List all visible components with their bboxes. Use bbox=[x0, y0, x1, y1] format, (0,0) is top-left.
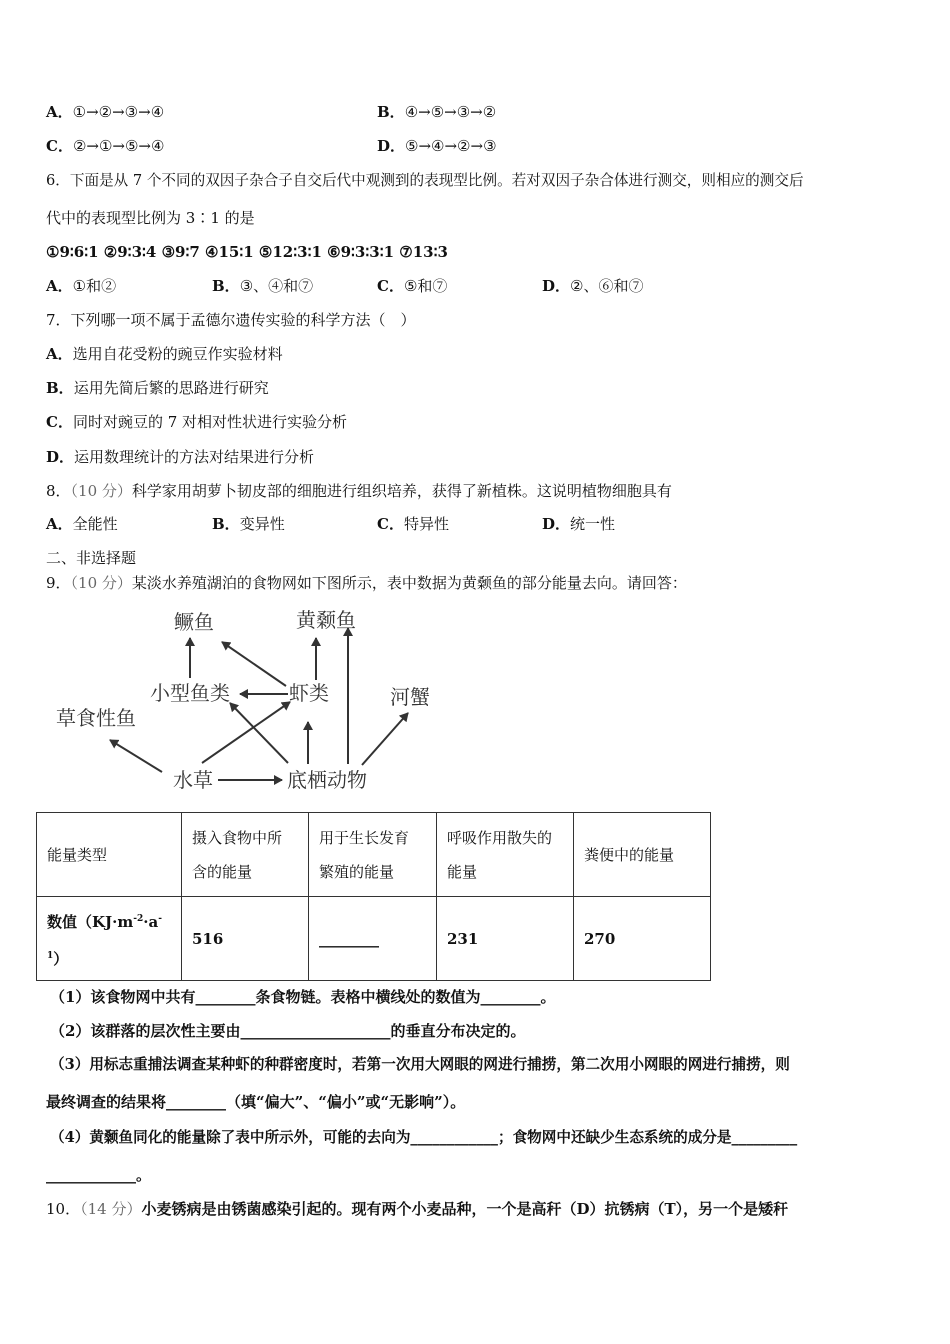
q5-option-d: D．⑤→④→②→③ bbox=[377, 137, 497, 155]
q6-option-d: D．②、⑥和⑦ bbox=[542, 277, 644, 295]
q10-stem: 10．（14 分）小麦锈病是由锈菌感染引起的。现有两个小麦品种，一个是高秆（D）抗锈病（T），另一个是矮秆 bbox=[46, 1200, 789, 1218]
table-header-intake: 摄入食物中所 含的能量 bbox=[182, 813, 309, 897]
q6-ratios: ①9∶6∶1 ②9∶3∶4 ③9∶7 ④15∶1 ⑤12∶3∶1 ⑥9∶3∶3∶1 ⑦13∶3 bbox=[46, 243, 448, 261]
table-header-type: 能量类型 bbox=[37, 813, 182, 897]
q9-sub1: （1）该食物网中共有________条食物链。表格中横线处的数值为________。 bbox=[50, 988, 556, 1006]
q7-stem: 7．下列哪一项不属于孟德尔遗传实验的科学方法（ ） bbox=[46, 311, 416, 329]
q7-option-b: B．运用先简后繁的思路进行研究 bbox=[46, 379, 269, 397]
q6-stem-line2: 代中的表现型比例为 3∶1 的是 bbox=[46, 209, 255, 227]
q8-stem: 8．（10 分）科学家用胡萝卜韧皮部的细胞进行组织培养，获得了新植株。这说明植物细胞具有 bbox=[46, 482, 672, 500]
arrow-shuicao-caoshi bbox=[110, 740, 162, 772]
q8-option-d: D．统一性 bbox=[542, 515, 616, 533]
q9-sub3-line2: 最终调查的结果将________（填“偏大”、“偏小”或“无影响”）。 bbox=[46, 1093, 466, 1111]
node-hexie: 河蟹 bbox=[390, 685, 430, 709]
arrow-diqi-xiaoxing bbox=[230, 703, 288, 763]
node-xiaoxing: 小型鱼类 bbox=[150, 681, 230, 705]
q9-stem: 9．（10 分）某淡水养殖湖泊的食物网如下图所示，表中数据为黄颡鱼的部分能量去向。请回答： bbox=[46, 574, 687, 592]
section-heading: 二、非选择题 bbox=[46, 549, 137, 567]
q5-option-b: B．④→⑤→③→② bbox=[377, 103, 497, 121]
table-value-feces: 270 bbox=[574, 897, 711, 981]
arrow-xialei-guiyu bbox=[222, 642, 286, 686]
q8-option-a: A．全能性 bbox=[46, 515, 118, 533]
arrow-diqi-hexie bbox=[362, 713, 408, 765]
table-row-label: 数值（$KJ\cdot m^{-2}\cdot a^-$ $^1$） bbox=[37, 897, 182, 981]
table-value-intake: 516 bbox=[182, 897, 309, 981]
q8-option-b: B．变异性 bbox=[212, 515, 285, 533]
q5-option-c: C．②→①→⑤→④ bbox=[46, 137, 165, 155]
q9-sub3-line1: （3）用标志重捕法调查某种虾的种群密度时，若第一次用大网眼的网进行捕捞，第二次用小网眼的网进行捕捞，则 bbox=[50, 1056, 790, 1073]
q6-stem-line1: 6．下面是从 7 个不同的双因子杂合子自交后代中观测到的表现型比例。若对双因子杂合体进行测交，则相应的测交后 bbox=[46, 172, 804, 189]
table-header-growth: 用于生长发育 繁殖的能量 bbox=[309, 813, 437, 897]
table-value-respiration: 231 bbox=[437, 897, 574, 981]
q9-sub4-line1: （4）黄颡鱼同化的能量除了表中所示外，可能的去向为____________；食物网中还缺少生态系统的成分是_________ bbox=[50, 1129, 798, 1146]
q7-option-d: D．运用数理统计的方法对结果进行分析 bbox=[46, 448, 315, 466]
table-value-growth-blank: ________ bbox=[309, 897, 437, 981]
q9-sub4-line2: ____________。 bbox=[46, 1166, 152, 1184]
energy-table bbox=[36, 812, 711, 981]
arrow-shuicao-xialei bbox=[202, 702, 290, 763]
q5-option-a: A．①→②→③→④ bbox=[46, 103, 165, 121]
q6-option-c: C．⑤和⑦ bbox=[377, 277, 448, 295]
node-diqi: 底栖动物 bbox=[287, 768, 367, 792]
node-xialei: 虾类 bbox=[289, 681, 329, 705]
q8-option-c: C．特异性 bbox=[377, 515, 449, 533]
q9-sub2: （2）该群落的层次性主要由____________________的垂直分布决定的。 bbox=[50, 1022, 526, 1040]
node-shuicao: 水草 bbox=[173, 768, 213, 792]
q7-option-c: C．同时对豌豆的 7 对相对性状进行实验分析 bbox=[46, 413, 348, 431]
q6-option-a: A．①和② bbox=[46, 277, 117, 295]
table-header-respiration: 呼吸作用散失的 能量 bbox=[437, 813, 574, 897]
q7-option-a: A．选用自花受粉的豌豆作实验材料 bbox=[46, 345, 283, 363]
food-web-diagram bbox=[40, 600, 460, 805]
node-huangsang: 黄颡鱼 bbox=[296, 608, 356, 632]
q6-option-b: B．③、④和⑦ bbox=[212, 277, 314, 295]
node-caoshi: 草食性鱼 bbox=[56, 706, 136, 730]
table-header-feces: 粪便中的能量 bbox=[574, 813, 711, 897]
node-guiyu: 鳜鱼 bbox=[174, 610, 214, 634]
